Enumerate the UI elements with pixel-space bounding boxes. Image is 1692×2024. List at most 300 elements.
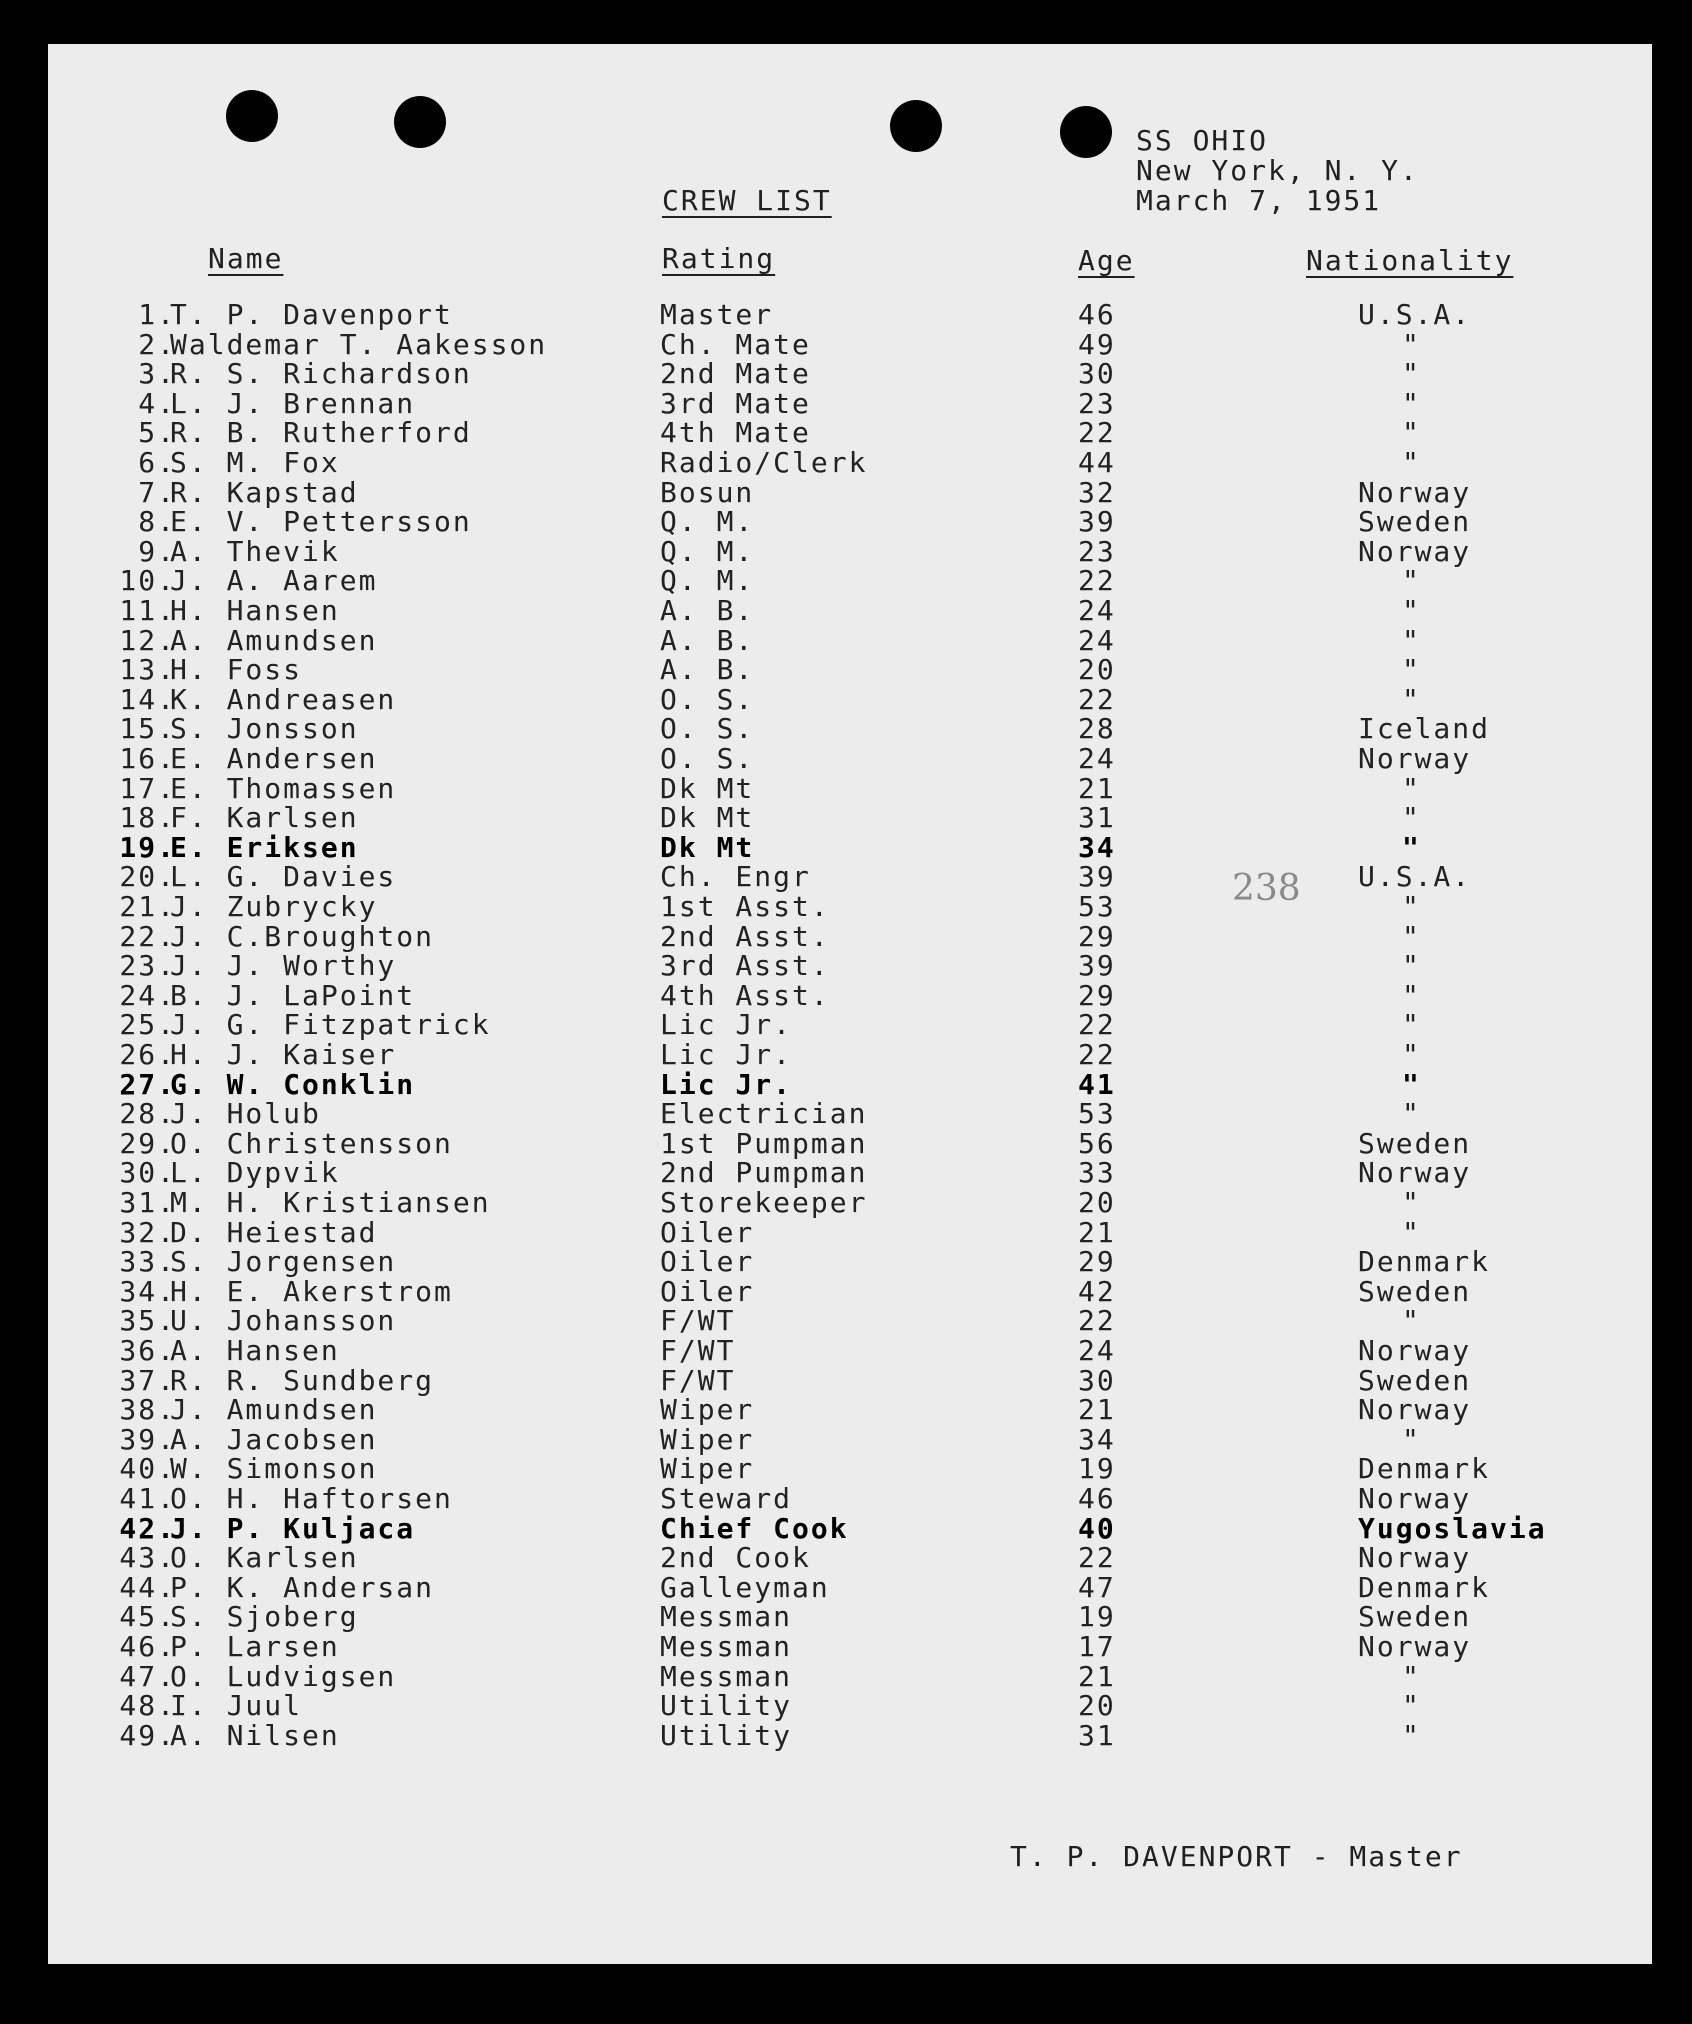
crew-nationality: U.S.A. <box>1358 298 1472 331</box>
crew-name: A. Thevik <box>170 534 340 568</box>
crew-rating: Q. M. <box>660 505 755 539</box>
crew-nationality: " <box>1402 830 1421 864</box>
table-row <box>48 1393 1652 1427</box>
crew-age: 21 <box>1078 1215 1116 1249</box>
crew-age: 29 <box>1078 919 1116 953</box>
crew-age: 53 <box>1078 890 1116 923</box>
crew-name: J. A. Aarem <box>170 564 378 598</box>
crew-rating: Q. M. <box>660 534 755 568</box>
crew-nationality: " <box>1402 357 1421 391</box>
table-row <box>48 357 1652 391</box>
crew-name: U. Johansson <box>170 1304 397 1338</box>
table-row <box>48 1038 1652 1071</box>
crew-rating: 2nd Asst. <box>660 919 830 953</box>
crew-nationality: " <box>1402 564 1421 598</box>
crew-rating: 1st Asst. <box>660 890 830 923</box>
crew-nationality: " <box>1402 1067 1421 1101</box>
table-row <box>48 1097 1652 1131</box>
crew-age: 34 <box>1078 830 1116 864</box>
crew-rating: O. S. <box>660 682 755 716</box>
crew-rating: 2nd Pumpman <box>660 1156 868 1190</box>
crew-name: B. J. LaPoint <box>170 978 416 1012</box>
row-number: 27. <box>119 1067 176 1101</box>
row-number: 17. <box>119 771 176 805</box>
row-number: 48. <box>119 1689 176 1723</box>
crew-rating: Wiper <box>660 1422 755 1456</box>
crew-age: 42 <box>1078 1274 1116 1308</box>
table-row <box>48 564 1652 598</box>
table-row <box>48 623 1652 657</box>
crew-age: 23 <box>1078 534 1116 568</box>
crew-rating: A. B. <box>660 623 755 657</box>
crew-rating: Utility <box>660 1718 793 1752</box>
row-number: 5. <box>138 416 176 450</box>
col-header-nationality: Nationality <box>1306 244 1514 277</box>
crew-rating: Wiper <box>660 1452 755 1486</box>
crew-age: 30 <box>1078 1363 1116 1397</box>
table-row <box>48 446 1652 479</box>
crew-name: H. Foss <box>170 653 303 687</box>
crew-rating: Master <box>660 298 774 331</box>
table-row <box>48 416 1652 450</box>
crew-age: 21 <box>1078 1659 1116 1693</box>
table-row <box>48 978 1652 1012</box>
crew-age: 29 <box>1078 978 1116 1012</box>
crew-nationality: " <box>1402 1689 1421 1723</box>
crew-rating: Electrician <box>660 1097 868 1131</box>
table-row <box>48 1630 1652 1663</box>
col-header-age: Age <box>1078 244 1135 277</box>
crew-age: 22 <box>1078 1008 1116 1042</box>
row-number: 16. <box>119 742 176 775</box>
table-row <box>48 327 1652 361</box>
crew-age: 39 <box>1078 860 1116 894</box>
row-number: 41. <box>119 1482 176 1515</box>
crew-rating: Oiler <box>660 1245 755 1279</box>
row-number: 9. <box>138 534 176 568</box>
crew-name: A. Amundsen <box>170 623 378 657</box>
crew-rating: 2nd Cook <box>660 1541 811 1575</box>
crew-nationality: Norway <box>1358 1541 1472 1575</box>
crew-nationality: " <box>1402 594 1421 627</box>
table-row <box>48 475 1652 509</box>
row-number: 26. <box>119 1038 176 1071</box>
row-number: 3. <box>138 357 176 391</box>
crew-rating: Lic Jr. <box>660 1008 793 1042</box>
row-number: 13. <box>119 653 176 687</box>
crew-nationality: " <box>1402 446 1421 479</box>
crew-rating: Oiler <box>660 1215 755 1249</box>
crew-name: G. W. Conklin <box>170 1067 416 1101</box>
crew-name: T. P. Davenport <box>170 298 453 331</box>
crew-nationality: Sweden <box>1358 1600 1472 1634</box>
crew-name: J. P. Kuljaca <box>170 1511 416 1545</box>
crew-age: 56 <box>1078 1126 1116 1160</box>
crew-age: 22 <box>1078 682 1116 716</box>
crew-age: 29 <box>1078 1245 1116 1279</box>
crew-name: E. Eriksen <box>170 830 359 864</box>
crew-nationality: Norway <box>1358 1482 1472 1515</box>
crew-rating: Galleyman <box>660 1570 830 1604</box>
crew-name: W. Simonson <box>170 1452 378 1486</box>
crew-nationality: Norway <box>1358 1156 1472 1190</box>
crew-age: 19 <box>1078 1452 1116 1486</box>
crew-nationality: Denmark <box>1358 1452 1491 1486</box>
row-number: 39. <box>119 1422 176 1456</box>
table-row <box>48 830 1652 864</box>
crew-age: 19 <box>1078 1600 1116 1634</box>
crew-age: 20 <box>1078 1689 1116 1723</box>
crew-rating: A. B. <box>660 653 755 687</box>
crew-nationality: " <box>1402 653 1421 687</box>
crew-name: L. J. Brennan <box>170 386 416 420</box>
crew-rating: Lic Jr. <box>660 1038 793 1071</box>
crew-name: L. Dypvik <box>170 1156 340 1190</box>
row-number: 43. <box>119 1541 176 1575</box>
crew-age: 47 <box>1078 1570 1116 1604</box>
crew-name: H. J. Kaiser <box>170 1038 397 1071</box>
crew-age: 21 <box>1078 1393 1116 1427</box>
row-number: 40. <box>119 1452 176 1486</box>
table-row <box>48 298 1652 331</box>
crew-name: S. M. Fox <box>170 446 340 479</box>
crew-name: E. V. Pettersson <box>170 505 472 539</box>
table-row <box>48 1008 1652 1042</box>
crew-nationality: " <box>1402 1097 1421 1131</box>
row-number: 24. <box>119 978 176 1012</box>
crew-nationality: " <box>1402 416 1421 450</box>
table-row <box>48 653 1652 687</box>
table-row <box>48 1600 1652 1634</box>
row-number: 4. <box>138 386 176 420</box>
row-number: 7. <box>138 475 176 509</box>
crew-nationality: " <box>1402 1008 1421 1042</box>
row-number: 23. <box>119 949 176 983</box>
crew-nationality: " <box>1402 801 1421 835</box>
row-number: 35. <box>119 1304 176 1338</box>
crew-nationality: " <box>1402 978 1421 1012</box>
row-number: 36. <box>119 1334 176 1367</box>
row-number: 46. <box>119 1630 176 1663</box>
crew-nationality: Norway <box>1358 742 1472 775</box>
crew-name: D. Heiestad <box>170 1215 378 1249</box>
table-row <box>48 890 1652 923</box>
row-number: 29. <box>119 1126 176 1160</box>
row-number: 33. <box>119 1245 176 1279</box>
table-row <box>48 1659 1652 1693</box>
crew-age: 31 <box>1078 801 1116 835</box>
crew-name: S. Jorgensen <box>170 1245 397 1279</box>
crew-age: 33 <box>1078 1156 1116 1190</box>
crew-nationality: " <box>1402 682 1421 716</box>
crew-nationality: " <box>1402 623 1421 657</box>
row-number: 14. <box>119 682 176 716</box>
table-row <box>48 1156 1652 1190</box>
table-row <box>48 1067 1652 1101</box>
crew-rating: F/WT <box>660 1304 736 1338</box>
row-number: 38. <box>119 1393 176 1427</box>
crew-rating: Ch. Mate <box>660 327 811 361</box>
crew-name: R. B. Rutherford <box>170 416 472 450</box>
crew-age: 41 <box>1078 1067 1116 1101</box>
table-row <box>48 1570 1652 1604</box>
row-number: 30. <box>119 1156 176 1190</box>
page-title: CREW LIST <box>662 184 832 217</box>
crew-rating: Chief Cook <box>660 1511 849 1545</box>
crew-rating: Wiper <box>660 1393 755 1427</box>
table-row <box>48 386 1652 420</box>
col-header-name: Name <box>208 242 284 275</box>
crew-age: 39 <box>1078 505 1116 539</box>
crew-nationality: " <box>1402 327 1421 361</box>
table-row <box>48 801 1652 835</box>
crew-age: 23 <box>1078 386 1116 420</box>
crew-rating: O. S. <box>660 742 755 775</box>
crew-name: J. Amundsen <box>170 1393 378 1427</box>
crew-age: 34 <box>1078 1422 1116 1456</box>
list-date: March 7, 1951 <box>1136 184 1382 217</box>
crew-rating: 2nd Mate <box>660 357 811 391</box>
crew-name: H. E. Akerstrom <box>170 1274 453 1308</box>
crew-age: 46 <box>1078 298 1116 331</box>
crew-age: 49 <box>1078 327 1116 361</box>
crew-name: J. Holub <box>170 1097 321 1131</box>
crew-rating: Steward <box>660 1482 793 1515</box>
table-row <box>48 1422 1652 1456</box>
crew-rating: Storekeeper <box>660 1186 868 1219</box>
col-header-rating: Rating <box>662 242 776 275</box>
row-number: 20. <box>119 860 176 894</box>
crew-rating: O. S. <box>660 712 755 746</box>
table-row <box>48 860 1652 894</box>
row-number: 10. <box>119 564 176 598</box>
table-row <box>48 742 1652 775</box>
crew-age: 44 <box>1078 446 1116 479</box>
crew-age: 24 <box>1078 623 1116 657</box>
table-row <box>48 1334 1652 1367</box>
crew-name: R. Kapstad <box>170 475 359 509</box>
ship-location: New York, N. Y. <box>1136 154 1419 187</box>
crew-nationality: " <box>1402 1304 1421 1338</box>
crew-age: 31 <box>1078 1718 1116 1752</box>
crew-age: 22 <box>1078 416 1116 450</box>
table-row <box>48 1215 1652 1249</box>
table-row <box>48 1126 1652 1160</box>
crew-table <box>48 44 1652 1964</box>
crew-nationality: " <box>1402 890 1421 923</box>
crew-nationality: " <box>1402 771 1421 805</box>
crew-age: 22 <box>1078 1304 1116 1338</box>
row-number: 47. <box>119 1659 176 1693</box>
crew-nationality: " <box>1402 1718 1421 1752</box>
table-row <box>48 919 1652 953</box>
crew-name: J. G. Fitzpatrick <box>170 1008 491 1042</box>
crew-name: J. C.Broughton <box>170 919 435 953</box>
crew-rating: Messman <box>660 1630 793 1663</box>
table-row <box>48 949 1652 983</box>
crew-name: E. Thomassen <box>170 771 397 805</box>
crew-nationality: Norway <box>1358 1334 1472 1367</box>
crew-rating: Dk Mt <box>660 771 755 805</box>
crew-age: 22 <box>1078 1038 1116 1071</box>
crew-nationality: Norway <box>1358 1393 1472 1427</box>
row-number: 18. <box>119 801 176 835</box>
crew-rating: 4th Asst. <box>660 978 830 1012</box>
crew-nationality: Sweden <box>1358 1126 1472 1160</box>
crew-nationality: " <box>1402 1038 1421 1071</box>
crew-age: 30 <box>1078 357 1116 391</box>
crew-name: A. Jacobsen <box>170 1422 378 1456</box>
row-number: 12. <box>119 623 176 657</box>
table-row <box>48 1482 1652 1515</box>
crew-name: P. K. Andersan <box>170 1570 435 1604</box>
crew-name: O. Christensson <box>170 1126 453 1160</box>
crew-rating: 4th Mate <box>660 416 811 450</box>
table-row <box>48 1511 1652 1545</box>
crew-name: I. Juul <box>170 1689 303 1723</box>
crew-nationality: Yugoslavia <box>1358 1511 1547 1545</box>
row-number: 44. <box>119 1570 176 1604</box>
row-number: 8. <box>138 505 176 539</box>
crew-rating: 1st Pumpman <box>660 1126 868 1160</box>
table-row <box>48 1541 1652 1575</box>
row-number: 19. <box>119 830 176 864</box>
crew-rating: 3rd Asst. <box>660 949 830 983</box>
crew-nationality: " <box>1402 949 1421 983</box>
table-row <box>48 771 1652 805</box>
row-number: 49. <box>119 1718 176 1752</box>
signature-line: T. P. DAVENPORT - Master <box>1010 1840 1463 1873</box>
table-row <box>48 1304 1652 1338</box>
crew-age: 24 <box>1078 1334 1116 1367</box>
crew-name: S. Jonsson <box>170 712 359 746</box>
crew-name: O. Karlsen <box>170 1541 359 1575</box>
row-number: 34. <box>119 1274 176 1308</box>
table-row <box>48 1689 1652 1723</box>
row-number: 31. <box>119 1186 176 1219</box>
row-number: 2. <box>138 327 176 361</box>
crew-name: O. H. Haftorsen <box>170 1482 453 1515</box>
crew-nationality: " <box>1402 1186 1421 1219</box>
crew-rating: Dk Mt <box>660 830 755 864</box>
table-row <box>48 1245 1652 1279</box>
crew-rating: Messman <box>660 1600 793 1634</box>
crew-nationality: Sweden <box>1358 1363 1472 1397</box>
crew-rating: Messman <box>660 1659 793 1693</box>
row-number: 11. <box>119 594 176 627</box>
crew-rating: Lic Jr. <box>660 1067 793 1101</box>
crew-name: A. Hansen <box>170 1334 340 1367</box>
crew-nationality: Denmark <box>1358 1245 1491 1279</box>
row-number: 37. <box>119 1363 176 1397</box>
crew-nationality: U.S.A. <box>1358 860 1472 894</box>
crew-rating: 3rd Mate <box>660 386 811 420</box>
table-row <box>48 1452 1652 1486</box>
crew-rating: Utility <box>660 1689 793 1723</box>
row-number: 32. <box>119 1215 176 1249</box>
crew-nationality: Norway <box>1358 475 1472 509</box>
crew-age: 22 <box>1078 564 1116 598</box>
crew-age: 28 <box>1078 712 1116 746</box>
crew-rating: F/WT <box>660 1334 736 1367</box>
table-row <box>48 1186 1652 1219</box>
table-row <box>48 712 1652 746</box>
crew-rating: Dk Mt <box>660 801 755 835</box>
crew-nationality: " <box>1402 1215 1421 1249</box>
crew-name: L. G. Davies <box>170 860 397 894</box>
ship-name: SS OHIO <box>1136 124 1269 157</box>
row-number: 15. <box>119 712 176 746</box>
table-row <box>48 534 1652 568</box>
crew-rating: A. B. <box>660 594 755 627</box>
crew-name: P. Larsen <box>170 1630 340 1663</box>
crew-age: 21 <box>1078 771 1116 805</box>
table-row <box>48 682 1652 716</box>
crew-age: 24 <box>1078 594 1116 627</box>
row-number: 25. <box>119 1008 176 1042</box>
crew-name: K. Andreasen <box>170 682 397 716</box>
crew-age: 32 <box>1078 475 1116 509</box>
crew-age: 20 <box>1078 653 1116 687</box>
crew-age: 39 <box>1078 949 1116 983</box>
crew-name: Waldemar T. Aakesson <box>170 327 548 361</box>
crew-nationality: Sweden <box>1358 505 1472 539</box>
crew-rating: Oiler <box>660 1274 755 1308</box>
crew-name: A. Nilsen <box>170 1718 340 1752</box>
crew-name: H. Hansen <box>170 594 340 627</box>
crew-rating: Ch. Engr <box>660 860 811 894</box>
crew-nationality: " <box>1402 1422 1421 1456</box>
crew-name: O. Ludvigsen <box>170 1659 397 1693</box>
crew-age: 24 <box>1078 742 1116 775</box>
crew-nationality: " <box>1402 919 1421 953</box>
row-number: 28. <box>119 1097 176 1131</box>
table-row <box>48 1363 1652 1397</box>
crew-name: J. J. Worthy <box>170 949 397 983</box>
crew-nationality: Sweden <box>1358 1274 1472 1308</box>
crew-rating: Radio/Clerk <box>660 446 868 479</box>
crew-nationality: Iceland <box>1358 712 1491 746</box>
table-row <box>48 505 1652 539</box>
crew-name: R. R. Sundberg <box>170 1363 435 1397</box>
crew-name: M. H. Kristiansen <box>170 1186 491 1219</box>
crew-nationality: " <box>1402 1659 1421 1693</box>
crew-nationality: Norway <box>1358 1630 1472 1663</box>
crew-age: 22 <box>1078 1541 1116 1575</box>
table-row <box>48 1718 1652 1752</box>
crew-name: R. S. Richardson <box>170 357 472 391</box>
crew-nationality: Norway <box>1358 534 1472 568</box>
table-row <box>48 1274 1652 1308</box>
crew-rating: Bosun <box>660 475 755 509</box>
table-row <box>48 594 1652 627</box>
crew-age: 17 <box>1078 1630 1116 1663</box>
crew-name: F. Karlsen <box>170 801 359 835</box>
crew-name: S. Sjoberg <box>170 1600 359 1634</box>
stamp-number: 238 <box>1232 868 1301 909</box>
crew-age: 20 <box>1078 1186 1116 1219</box>
crew-age: 40 <box>1078 1511 1116 1545</box>
crew-rating: Q. M. <box>660 564 755 598</box>
row-number: 21. <box>119 890 176 923</box>
row-number: 22. <box>119 919 176 953</box>
row-number: 45. <box>119 1600 176 1634</box>
document-page <box>48 44 1652 1964</box>
crew-name: E. Andersen <box>170 742 378 775</box>
crew-rating: F/WT <box>660 1363 736 1397</box>
row-number: 6. <box>138 446 176 479</box>
crew-name: J. Zubrycky <box>170 890 378 923</box>
